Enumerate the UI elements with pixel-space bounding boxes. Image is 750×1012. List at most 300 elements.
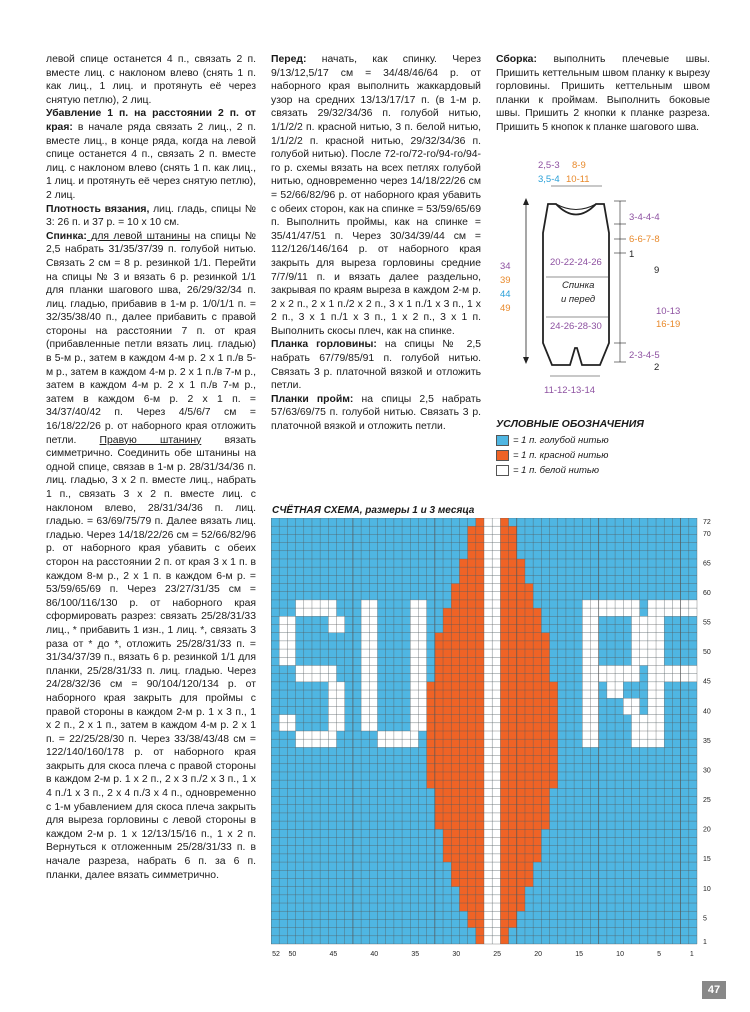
stripe-cell: [492, 665, 500, 673]
legend-text: = 1 п. красной нитью: [513, 450, 609, 461]
letter-cell: [591, 665, 599, 673]
letter-cell: [296, 665, 304, 673]
board-cell: [468, 780, 476, 788]
board-cell: [500, 682, 508, 690]
letter-cell: [648, 641, 656, 649]
board-cell: [517, 788, 525, 796]
dim-right-1: 3-4-4-4: [629, 212, 660, 223]
column-3: [496, 53, 710, 135]
board-cell: [443, 747, 451, 755]
stripe-cell: [492, 878, 500, 886]
stripe-cell: [492, 936, 500, 944]
board-cell: [517, 780, 525, 788]
stripe-cell: [492, 723, 500, 731]
letter-cell: [656, 739, 664, 747]
letter-cell: [615, 665, 623, 673]
board-cell: [500, 838, 508, 846]
stripe-cell: [492, 805, 500, 813]
board-cell: [500, 747, 508, 755]
board-cell: [476, 616, 484, 624]
board-cell: [500, 887, 508, 895]
board-cell: [443, 674, 451, 682]
letter-cell: [591, 682, 599, 690]
board-cell: [451, 641, 459, 649]
dim-top-d: 10-11: [566, 174, 590, 185]
stripe-cell: [492, 887, 500, 895]
board-cell: [533, 854, 541, 862]
letter-cell: [410, 608, 418, 616]
letter-cell: [640, 739, 648, 747]
stripe-cell: [484, 715, 492, 723]
stripe-cell: [484, 698, 492, 706]
letter-cell: [369, 690, 377, 698]
board-cell: [459, 764, 467, 772]
letter-cell: [582, 608, 590, 616]
board-cell: [476, 682, 484, 690]
letter-cell: [664, 608, 672, 616]
letter-cell: [648, 715, 656, 723]
board-cell: [500, 764, 508, 772]
board-cell: [500, 813, 508, 821]
letter-cell: [369, 608, 377, 616]
board-cell: [443, 829, 451, 837]
letter-cell: [369, 600, 377, 608]
board-cell: [500, 829, 508, 837]
letter-cell: [410, 641, 418, 649]
blue-swatch: [496, 435, 509, 446]
dim-right-5: 10-13: [656, 306, 681, 317]
board-cell: [541, 706, 549, 714]
stripe-cell: [484, 559, 492, 567]
letter-cell: [418, 633, 426, 641]
legend-item-blue: [496, 435, 609, 446]
board-cell: [468, 633, 476, 641]
letter-cell: [631, 731, 639, 739]
board-cell: [443, 813, 451, 821]
board-cell: [427, 698, 435, 706]
stripe-cell: [484, 780, 492, 788]
board-cell: [500, 870, 508, 878]
stripe-cell: [492, 846, 500, 854]
letter-cell: [631, 739, 639, 747]
board-cell: [509, 878, 517, 886]
row-label: 25: [703, 797, 711, 805]
stripe-cell: [484, 657, 492, 665]
board-cell: [517, 698, 525, 706]
stripe-cell: [484, 608, 492, 616]
board-cell: [459, 633, 467, 641]
board-cell: [509, 756, 517, 764]
board-cell: [427, 690, 435, 698]
letter-cell: [599, 665, 607, 673]
letter-cell: [369, 682, 377, 690]
board-cell: [451, 764, 459, 772]
board-cell: [459, 780, 467, 788]
letter-cell: [656, 706, 664, 714]
board-cell: [476, 764, 484, 772]
dim-left-3: 44: [500, 289, 511, 300]
board-cell: [476, 706, 484, 714]
letter-cell: [599, 674, 607, 682]
stripe-cell: [484, 592, 492, 600]
letter-cell: [582, 706, 590, 714]
letter-cell: [631, 674, 639, 682]
board-cell: [517, 739, 525, 747]
board-cell: [533, 616, 541, 624]
board-cell: [476, 936, 484, 944]
board-cell: [476, 780, 484, 788]
board-cell: [509, 641, 517, 649]
board-cell: [533, 772, 541, 780]
board-cell: [533, 690, 541, 698]
board-cell: [476, 690, 484, 698]
board-cell: [451, 698, 459, 706]
letter-cell: [279, 625, 287, 633]
board-cell: [459, 723, 467, 731]
letter-cell: [337, 723, 345, 731]
letter-cell: [640, 641, 648, 649]
letter-cell: [591, 641, 599, 649]
board-cell: [451, 674, 459, 682]
letter-cell: [672, 665, 680, 673]
board-cell: [435, 706, 443, 714]
stripe-cell: [492, 928, 500, 936]
board-cell: [509, 788, 517, 796]
board-cell: [509, 797, 517, 805]
board-cell: [443, 805, 451, 813]
board-cell: [517, 649, 525, 657]
letter-cell: [304, 665, 312, 673]
board-cell: [468, 821, 476, 829]
board-cell: [476, 911, 484, 919]
board-cell: [459, 862, 467, 870]
board-cell: [533, 608, 541, 616]
stripe-cell: [492, 657, 500, 665]
board-cell: [500, 903, 508, 911]
board-cell: [541, 805, 549, 813]
board-cell: [427, 747, 435, 755]
board-cell: [468, 559, 476, 567]
column-label: 5: [657, 951, 662, 958]
board-cell: [500, 739, 508, 747]
letter-cell: [328, 706, 336, 714]
letter-cell: [607, 682, 615, 690]
board-cell: [500, 690, 508, 698]
row-label: 30: [703, 767, 711, 775]
letter-cell: [312, 731, 320, 739]
letter-cell: [418, 625, 426, 633]
board-cell: [443, 706, 451, 714]
letter-cell: [607, 690, 615, 698]
board-cell: [451, 657, 459, 665]
stripe-cell: [484, 821, 492, 829]
letter-cell: [656, 665, 664, 673]
board-cell: [517, 723, 525, 731]
board-cell: [541, 723, 549, 731]
board-cell: [533, 846, 541, 854]
board-cell: [509, 854, 517, 862]
letter-cell: [591, 731, 599, 739]
knitting-chart: [271, 518, 721, 968]
board-cell: [435, 797, 443, 805]
board-cell: [476, 903, 484, 911]
board-cell: [476, 788, 484, 796]
letter-cell: [631, 641, 639, 649]
schematic-label-1: Спинка: [562, 280, 595, 291]
board-cell: [541, 772, 549, 780]
board-cell: [533, 829, 541, 837]
board-cell: [550, 756, 558, 764]
letter-cell: [656, 600, 664, 608]
letter-cell: [361, 633, 369, 641]
stripe-cell: [492, 838, 500, 846]
letter-cell: [369, 641, 377, 649]
board-cell: [435, 665, 443, 673]
board-cell: [533, 641, 541, 649]
letter-cell: [410, 731, 418, 739]
letter-cell: [418, 608, 426, 616]
board-cell: [476, 657, 484, 665]
board-cell: [533, 797, 541, 805]
board-cell: [509, 682, 517, 690]
board-cell: [525, 633, 533, 641]
stripe-cell: [492, 600, 500, 608]
stripe-cell: [492, 862, 500, 870]
board-cell: [550, 715, 558, 723]
column-label: 1: [689, 951, 694, 958]
letter-cell: [631, 616, 639, 624]
row-label: 50: [703, 649, 711, 657]
board-cell: [500, 895, 508, 903]
letter-cell: [640, 715, 648, 723]
board-cell: [525, 665, 533, 673]
board-cell: [468, 887, 476, 895]
board-cell: [541, 764, 549, 772]
chart-title: СЧЁТНАЯ СХЕМА, размеры 1 и 3 месяца: [272, 505, 475, 516]
board-cell: [517, 682, 525, 690]
board-cell: [500, 600, 508, 608]
board-cell: [533, 764, 541, 772]
board-cell: [517, 895, 525, 903]
board-cell: [500, 878, 508, 886]
board-cell: [476, 756, 484, 764]
board-cell: [550, 706, 558, 714]
board-cell: [451, 739, 459, 747]
board-cell: [533, 821, 541, 829]
board-cell: [550, 780, 558, 788]
board-cell: [517, 715, 525, 723]
letter-cell: [287, 723, 295, 731]
letter-cell: [582, 682, 590, 690]
paragraph: Перед: начать, как спинку. Через 9/13/12,5/17 см = 34/48/46/64 р. от наборного края выполнить жаккардовый узор на средних 13/13/17/17 п. (в 1-м р. связать 29/32/34/36 п. голубой нитью, 1/1/2/2 п. красной нитью, 3 п. белой нитью, 1/1/2/2 п. красной нитью, 29/32/34/36 п. голубой нитью). После 72-го/72-го/94-го/94-го р. схемы вязать на всех петлях голубой нитью, одновременно через 14/18/22/26 см = 52/66/82/96 р. от наборного края убавить с обеих сторон, как на спинке = 53/59/65/69 п. Выполнить проймы, как на спинке = 35/41/47/51 п. Через 30/34/39/44 см = 112/126/146/164 р. от наборного края закрыть для выреза горловины средние 7/7/9/11 п. и вязать далее раздельно, закрывая по краям выреза в каждом 2-м р. 2 х 2 п., 2 х 1 п./2 х 2 п., 3 х 1 п./1 х 3 п., 1 х 2 п., 3 х 1 п./1 х 3 п., 1 х 2 п., 3 х 1 п. Выполнить скосы плеч, как на спинке.: [271, 54, 481, 337]
board-cell: [435, 780, 443, 788]
board-cell: [517, 616, 525, 624]
letter-cell: [656, 657, 664, 665]
letter-cell: [623, 600, 631, 608]
row-label: 65: [703, 560, 711, 568]
column-1: [46, 53, 256, 882]
row-label: 10: [703, 885, 711, 893]
stripe-cell: [492, 919, 500, 927]
board-cell: [533, 739, 541, 747]
board-cell: [468, 526, 476, 534]
stripe-cell: [492, 829, 500, 837]
letter-cell: [418, 674, 426, 682]
board-cell: [468, 911, 476, 919]
board-cell: [451, 690, 459, 698]
board-cell: [500, 649, 508, 657]
stripe-cell: [492, 715, 500, 723]
dim-right-2: 6-6-7-8: [629, 234, 660, 245]
letter-cell: [664, 674, 672, 682]
board-cell: [451, 772, 459, 780]
stripe-cell: [492, 551, 500, 559]
board-cell: [451, 829, 459, 837]
letter-cell: [410, 616, 418, 624]
column-label: 52: [272, 951, 280, 958]
letter-cell: [582, 600, 590, 608]
letter-cell: [369, 723, 377, 731]
letter-cell: [296, 600, 304, 608]
board-cell: [525, 854, 533, 862]
board-cell: [517, 747, 525, 755]
letter-cell: [287, 616, 295, 624]
board-cell: [459, 813, 467, 821]
board-cell: [443, 821, 451, 829]
stripe-cell: [484, 764, 492, 772]
letter-cell: [656, 731, 664, 739]
board-cell: [468, 682, 476, 690]
board-cell: [533, 674, 541, 682]
letter-cell: [320, 731, 328, 739]
stripe-cell: [492, 534, 500, 542]
board-cell: [459, 805, 467, 813]
letter-cell: [689, 665, 697, 673]
letter-cell: [410, 706, 418, 714]
board-cell: [476, 813, 484, 821]
letter-cell: [582, 674, 590, 682]
stripe-cell: [484, 633, 492, 641]
paragraph: Сборка: выполнить плечевые швы. Пришить кеттельным швом планку к вырезу горловины. Пришить кеттельным швом планки к проймам. Выполнить боковые швы. Пришить 2 кнопки к планке разреза. Пришить 5 кнопок к планке шагового шва.: [496, 54, 710, 133]
board-cell: [509, 534, 517, 542]
letter-cell: [304, 731, 312, 739]
letter-cell: [656, 649, 664, 657]
column-label: 35: [411, 951, 420, 958]
board-cell: [476, 829, 484, 837]
letter-cell: [656, 674, 664, 682]
letter-cell: [656, 616, 664, 624]
letter-cell: [591, 706, 599, 714]
board-cell: [541, 665, 549, 673]
stripe-cell: [484, 739, 492, 747]
board-cell: [517, 764, 525, 772]
board-cell: [509, 616, 517, 624]
letter-cell: [394, 739, 402, 747]
letter-cell: [591, 600, 599, 608]
board-cell: [459, 698, 467, 706]
stripe-cell: [492, 567, 500, 575]
board-cell: [509, 526, 517, 534]
board-cell: [525, 690, 533, 698]
stripe-cell: [492, 788, 500, 796]
letter-cell: [582, 616, 590, 624]
letter-cell: [623, 706, 631, 714]
letter-cell: [337, 706, 345, 714]
board-cell: [509, 772, 517, 780]
board-cell: [550, 764, 558, 772]
letter-cell: [648, 649, 656, 657]
letter-cell: [631, 723, 639, 731]
stripe-cell: [484, 534, 492, 542]
letter-cell: [418, 715, 426, 723]
board-cell: [509, 649, 517, 657]
board-cell: [517, 838, 525, 846]
board-cell: [533, 698, 541, 706]
board-cell: [459, 625, 467, 633]
board-cell: [509, 600, 517, 608]
board-cell: [509, 813, 517, 821]
board-cell: [509, 911, 517, 919]
board-cell: [517, 756, 525, 764]
board-cell: [468, 567, 476, 575]
board-cell: [500, 854, 508, 862]
stripe-cell: [484, 543, 492, 551]
letter-cell: [410, 633, 418, 641]
board-cell: [435, 764, 443, 772]
board-cell: [459, 665, 467, 673]
letter-cell: [287, 657, 295, 665]
board-cell: [500, 797, 508, 805]
board-cell: [525, 723, 533, 731]
letter-cell: [591, 616, 599, 624]
board-cell: [435, 788, 443, 796]
letter-cell: [369, 674, 377, 682]
letter-cell: [681, 665, 689, 673]
letter-cell: [631, 600, 639, 608]
board-cell: [517, 608, 525, 616]
stripe-cell: [492, 592, 500, 600]
board-cell: [459, 895, 467, 903]
board-cell: [525, 862, 533, 870]
letter-cell: [369, 665, 377, 673]
board-cell: [525, 846, 533, 854]
board-cell: [476, 739, 484, 747]
letter-cell: [279, 657, 287, 665]
board-cell: [451, 633, 459, 641]
board-cell: [459, 690, 467, 698]
board-cell: [459, 649, 467, 657]
board-cell: [468, 739, 476, 747]
letter-cell: [279, 715, 287, 723]
stripe-cell: [484, 682, 492, 690]
board-cell: [476, 625, 484, 633]
board-cell: [550, 739, 558, 747]
row-label: 60: [703, 589, 711, 597]
board-cell: [459, 731, 467, 739]
board-cell: [443, 846, 451, 854]
board-cell: [541, 780, 549, 788]
board-cell: [451, 616, 459, 624]
board-cell: [525, 829, 533, 837]
stripe-cell: [492, 674, 500, 682]
board-cell: [468, 534, 476, 542]
letter-cell: [582, 690, 590, 698]
board-cell: [451, 797, 459, 805]
letter-cell: [591, 674, 599, 682]
letter-cell: [296, 608, 304, 616]
board-cell: [468, 731, 476, 739]
letter-cell: [599, 608, 607, 616]
